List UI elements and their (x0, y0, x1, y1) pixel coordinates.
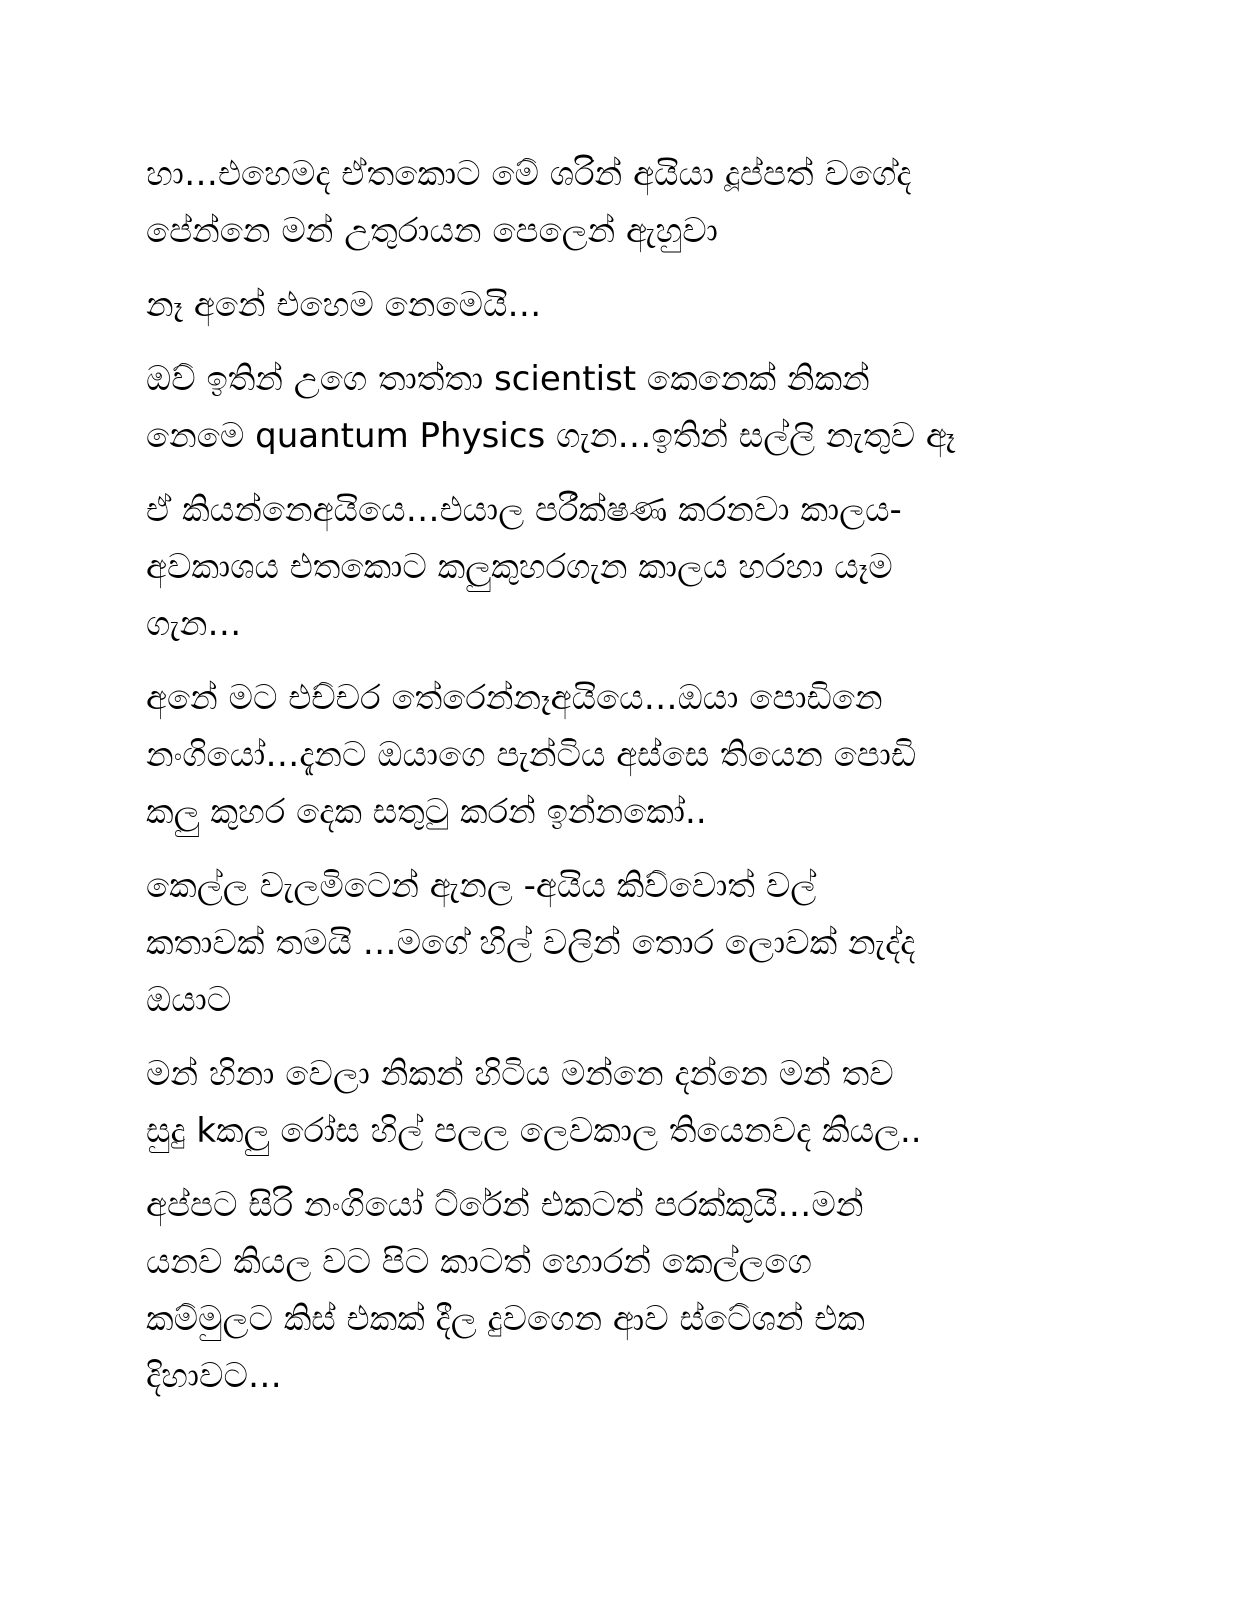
paragraph-3 (146, 351, 1096, 465)
story-text (146, 146, 1096, 1422)
paragraph-5 (146, 670, 1096, 841)
text-line: යනව කියල වට පිට කාටත් හොරන් කෙල්ලගෙ (146, 1242, 812, 1282)
paragraph-7 (146, 1046, 1096, 1160)
text-line: ඔව් ඉතින් උගෙ තාත්තා scientist කෙනෙක් නිකන් (146, 359, 870, 399)
text-line: නෑ අනේ එහෙම නෙමෙයි… (146, 285, 542, 325)
text-line: පේන්නෙ මන් උතුරායන පෙලෙන් ඇහුවා (146, 211, 718, 251)
text-line: කෙල්ල වැලමිටෙන් ඇනල -අයිය කිව්වොත් වල් (146, 866, 817, 906)
text-line: අවකාශය එතකොට කලුකුහරගැන කාලය හරහා යෑම (146, 547, 893, 587)
text-line: අප්පට සිරි නංගියෝ ට්රේන් එකටත් පරක්කුයි…මන් (146, 1185, 864, 1225)
text-line: අනේ මට එච්චර තේරෙන්නෑඅයියෙ…ඔයා පොඩිනෙ (146, 678, 883, 718)
text-line: හා…එහෙමද ඒතකොට මේ ශරින් අයියා දූප්පත් වගේද (146, 154, 912, 194)
paragraph-4 (146, 482, 1096, 653)
paragraph-6 (146, 858, 1096, 1029)
text-line: මන් හිනා වෙලා නිකන් හිටිය මන්නෙ දන්නෙ මන් තව (146, 1054, 894, 1094)
text-line: සුදු kකලු රෝස හිල් පලල ලෙවකාල තියෙනවද කියල.. (146, 1111, 922, 1151)
text-line: නෙමෙ quantum Physics ගැන…ඉතින් සල්ලි නැතුව ඈ (146, 416, 956, 456)
paragraph-8 (146, 1177, 1096, 1405)
paragraph-1 (146, 146, 1096, 260)
text-line: ඔයාට (146, 980, 232, 1020)
text-line: ඒ කියන්නෙඅයියෙ…එයාල පරීක්ෂණ කරනවා කාලය- (146, 490, 902, 530)
text-line: ගැන… (146, 604, 242, 644)
text-line: දිහාවට… (146, 1356, 282, 1396)
text-line: නංගියෝ…දැනට ඔයාගෙ පැන්ටිය අස්සෙ තියෙන පොඩි (146, 735, 917, 775)
text-line: කම්මුලට කිස් එකක් දීල දුවගෙන ආව ස්ටේශන් එක (146, 1299, 865, 1339)
text-line: කතාවක් තමයි …මගේ හිල් වලින් තොර ලොවක් නැද්ද (146, 923, 916, 963)
paragraph-2 (146, 277, 1096, 334)
text-line: කලු කුහර දෙක සතුටු කරන් ඉන්නකෝ.. (146, 792, 707, 832)
